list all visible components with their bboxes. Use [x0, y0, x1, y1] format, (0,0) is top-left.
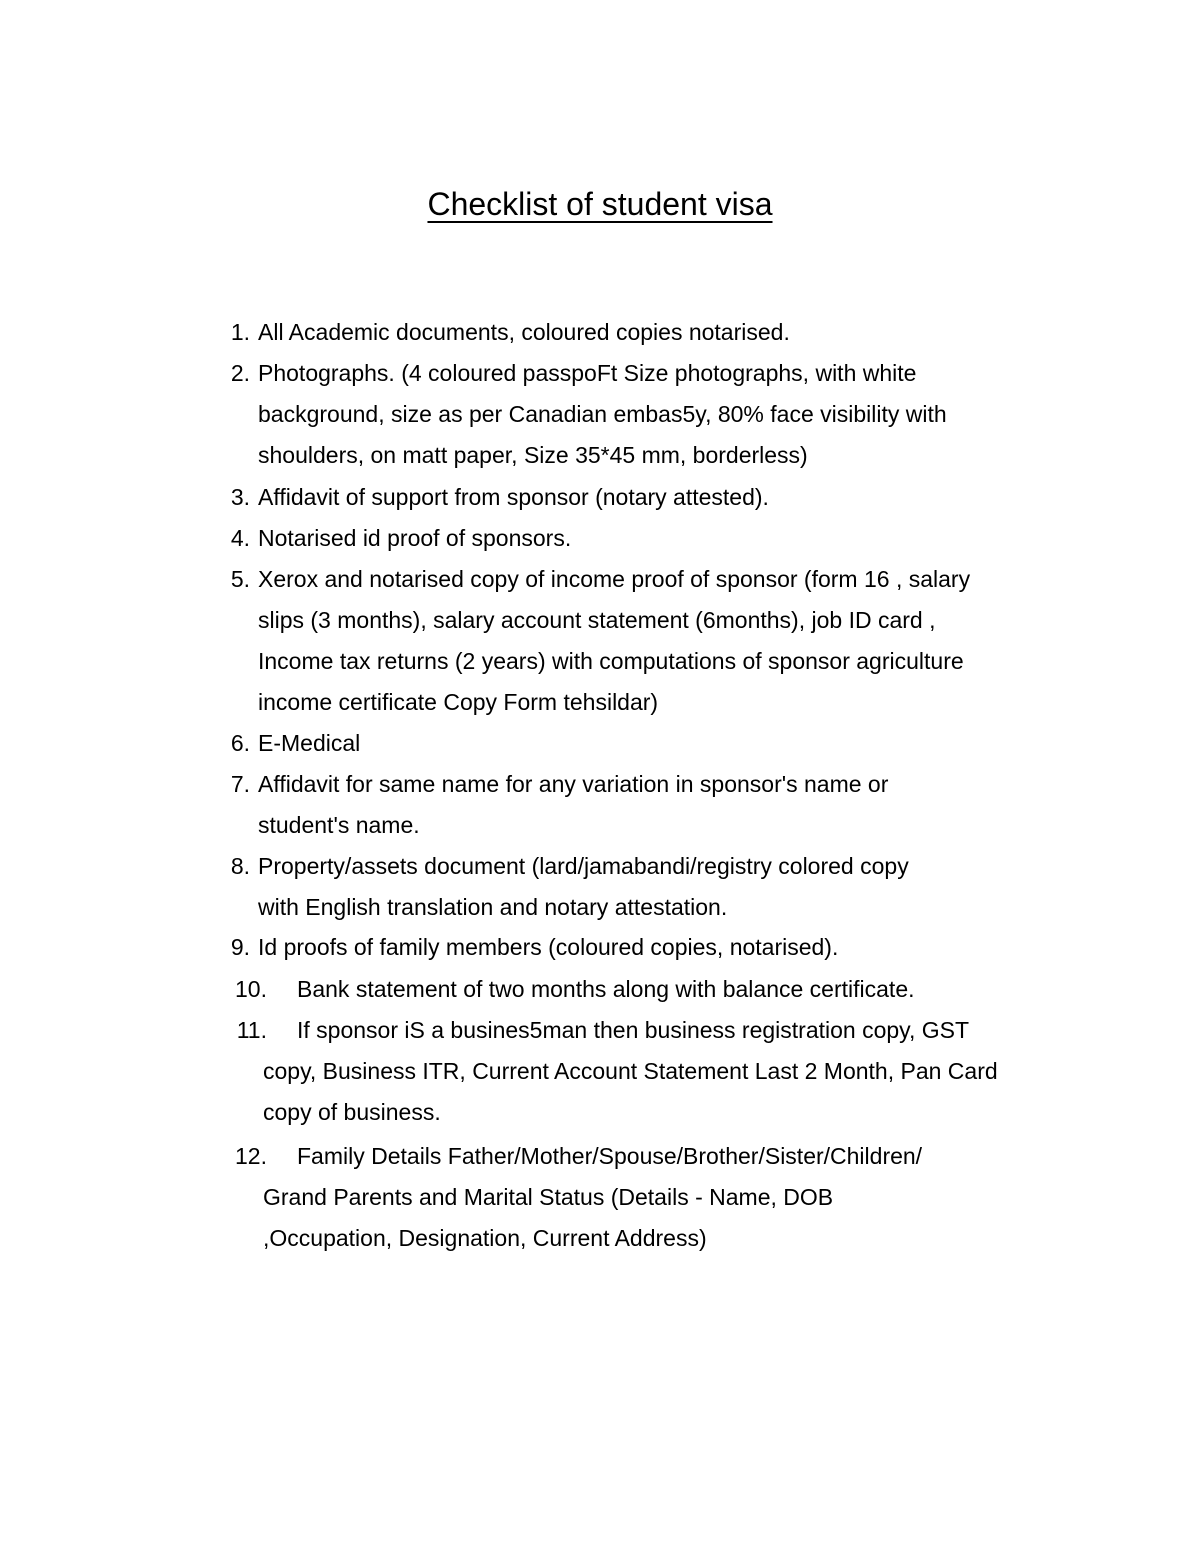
item-line: Id proofs of family members (coloured copies, notarised). — [258, 934, 839, 960]
item-line: student's name. — [258, 812, 420, 838]
document-title-text: Checklist of student visa — [427, 186, 773, 222]
item-number: 7. — [230, 771, 250, 797]
item-number: 1. — [230, 319, 250, 345]
item-text — [258, 723, 360, 764]
document-title — [0, 184, 1200, 224]
item-text — [258, 518, 571, 559]
item-line: All Academic documents, coloured copies notarised. — [258, 319, 790, 345]
item-line: E-Medical — [258, 730, 361, 756]
item-line: Family Details Father/Mother/Spouse/Brother/Sister/Children/ — [297, 1143, 923, 1169]
item-line: Affidavit of support from sponsor (notary attested). — [258, 484, 769, 510]
item-line: background, size as per Canadian embas5y, 80% face visibility with — [258, 401, 947, 427]
item-line: If sponsor iS a busines5man then business registration copy, GST — [297, 1017, 970, 1043]
item-text — [263, 969, 915, 1010]
item-line: Xerox and notarised copy of income proof of sponsor (form 16 , salary — [258, 566, 971, 592]
item-text — [258, 312, 790, 353]
item-line: Notarised id proof of sponsors. — [258, 525, 572, 551]
item-line: copy, Business ITR, Current Account Statement Last 2 Month, Pan Card — [263, 1058, 998, 1084]
item-line: Affidavit for same name for any variation in sponsor's name or — [258, 771, 889, 797]
item-text — [258, 353, 947, 476]
item-number: 6. — [230, 730, 250, 756]
item-line: slips (3 months), salary account statement (6months), job ID card , — [258, 607, 936, 633]
item-number: 12. — [235, 1143, 267, 1169]
item-line: Property/assets document (lard/jamabandi/registry colored copy — [258, 853, 909, 879]
item-line: shoulders, on matt paper, Size 35*45 mm, borderless) — [258, 442, 808, 468]
item-line: with English translation and notary attestation. — [258, 894, 728, 920]
item-line: ,Occupation, Designation, Current Address) — [263, 1225, 707, 1251]
item-number: 3. — [230, 484, 250, 510]
item-number: 10. — [235, 976, 267, 1002]
item-number: 11. — [236, 1017, 267, 1043]
item-number: 4. — [230, 525, 250, 551]
item-line: income certificate Copy Form tehsildar) — [258, 689, 659, 715]
item-text — [263, 1136, 922, 1259]
item-number: 2. — [230, 360, 250, 386]
item-number: 8. — [230, 853, 250, 879]
item-text — [258, 764, 888, 846]
item-line: copy of business. — [263, 1099, 441, 1125]
item-text — [258, 846, 909, 928]
item-number: 5. — [230, 566, 250, 592]
item-text — [263, 1010, 998, 1133]
item-line: Income tax returns (2 years) with computations of sponsor agriculture — [258, 648, 964, 674]
item-text — [258, 927, 838, 968]
item-text — [258, 477, 769, 518]
item-line: Bank statement of two months along with balance certificate. — [297, 976, 915, 1002]
item-line: Grand Parents and Marital Status (Details - Name, DOB — [263, 1184, 834, 1210]
item-number: 9. — [230, 934, 250, 960]
item-text — [258, 559, 970, 723]
item-line: Photographs. (4 coloured passpoFt Size photographs, with white — [258, 360, 917, 386]
